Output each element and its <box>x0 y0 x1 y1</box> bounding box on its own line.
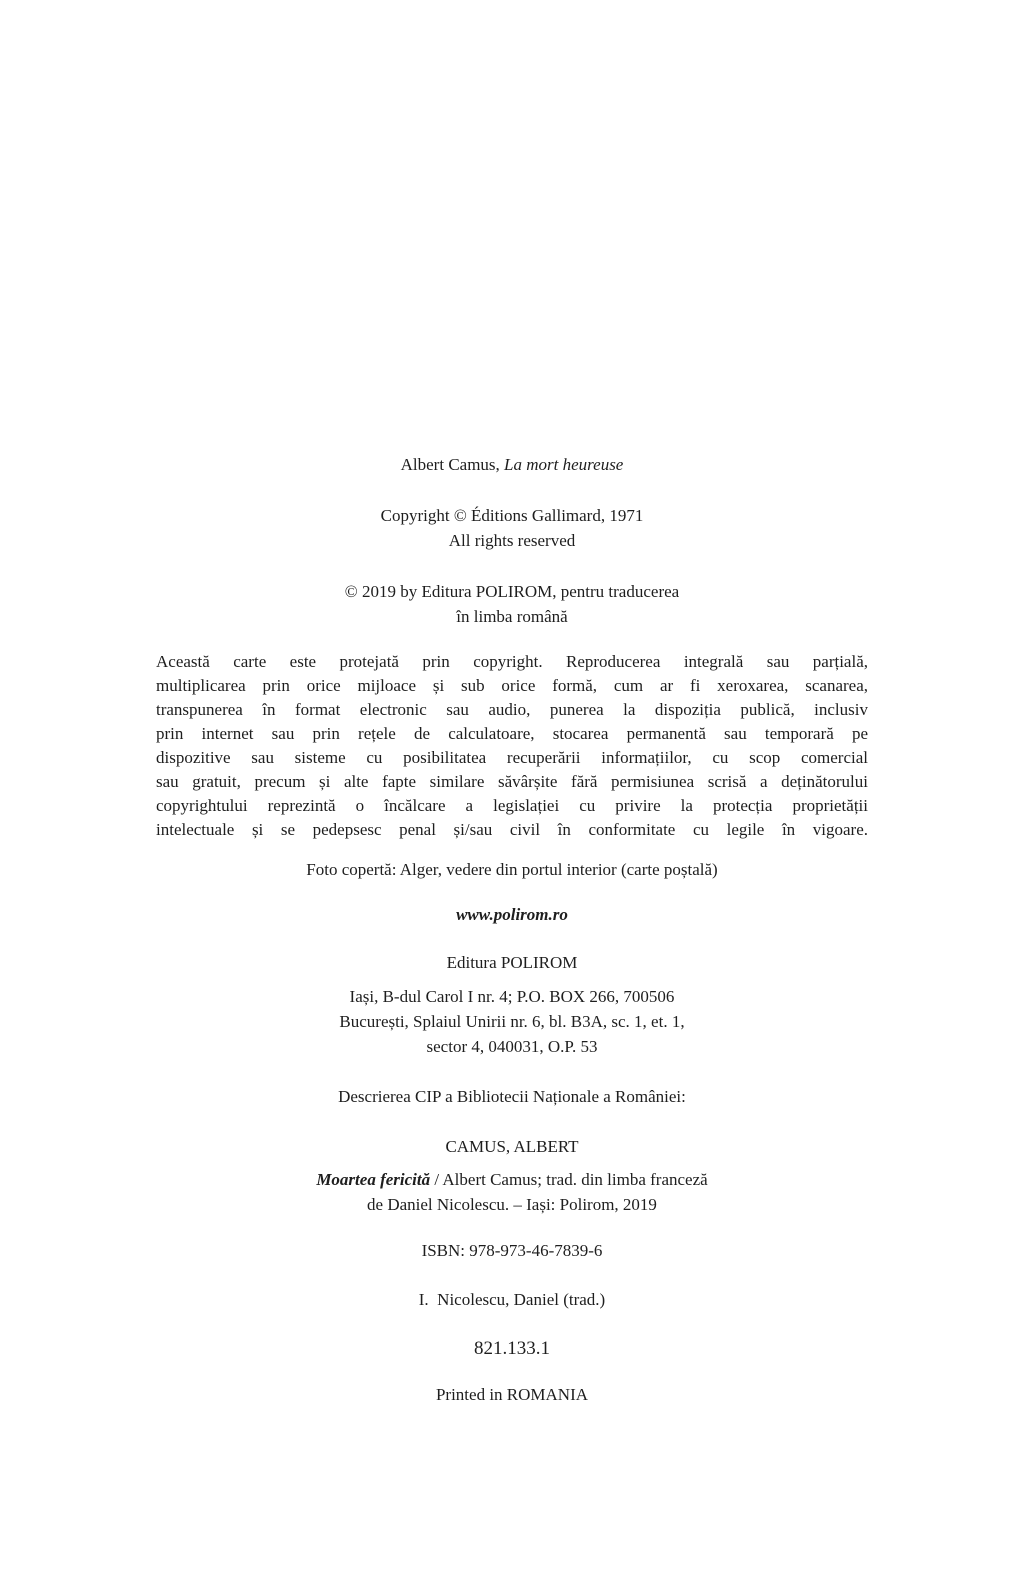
cip-title-line <box>156 1167 868 1192</box>
printed-in-line: Printed in ROMANIA <box>435 1385 589 1404</box>
author-name: Albert Camus, <box>400 455 505 474</box>
legal-notice-paragraph <box>156 650 868 842</box>
polirom-copyright-line: © 2019 by Editura POLIROM, pentru traducerea <box>344 582 680 601</box>
cover-photo-credit: Foto copertă: Alger, vedere din portul interior (carte poștală) <box>306 860 718 879</box>
original-title: La mort heureuse <box>504 455 624 474</box>
cip-heading: Descrierea CIP a Bibliotecii Naționale a României: <box>338 1087 686 1106</box>
publisher-website: www.polirom.ro <box>456 905 568 924</box>
legal-notice-line: dispozitive sau sisteme cu posibilitatea recuperării informațiilor, cu scop comercial <box>156 748 868 767</box>
publisher-address-line1: Iași, B-dul Carol I nr. 4; P.O. BOX 266, 700506 <box>349 987 675 1006</box>
cip-author: CAMUS, ALBERT <box>445 1137 579 1156</box>
publisher-address-line3: sector 4, 040031, O.P. 53 <box>426 1037 598 1056</box>
book-title-line <box>156 452 868 477</box>
rights-reserved-line: All rights reserved <box>448 531 576 550</box>
legal-notice-line: intelectuale și se pedepsesc penal și/sau civil în conformitate cu legile în vigoare. <box>156 820 868 839</box>
udc-number: 821.133.1 <box>474 1338 550 1359</box>
polirom-copyright-line2: în limba română <box>456 607 568 626</box>
legal-notice-line: multiplicarea prin orice mijloace și sub orice formă, cum ar fi xeroxarea, scanarea, <box>156 676 868 695</box>
gallimard-copyright-line: Copyright © Éditions Gallimard, 1971 <box>380 506 644 525</box>
cip-title-rest: / Albert Camus; trad. din limba franceză <box>430 1170 708 1189</box>
legal-notice-line: transpunerea în format electronic sau audio, punerea la dispoziția publică, inclusiv <box>156 700 868 719</box>
legal-notice-line: Această carte este protejată prin copyright. Reproducerea integrală sau parțială, <box>156 652 868 671</box>
cip-title-line2: de Daniel Nicolescu. – Iași: Polirom, 2019 <box>367 1195 657 1214</box>
copyright-page-content <box>156 0 868 1407</box>
legal-notice-line: copyrightului reprezintă o încălcare a legislației cu privire la protecția proprietății <box>156 796 868 815</box>
legal-notice-line: prin internet sau prin rețele de calculatoare, stocarea permanentă sau temporară pe <box>156 724 868 743</box>
isbn-line: ISBN: 978-973-46-7839-6 <box>421 1241 603 1260</box>
publisher-address-line2: București, Splaiul Unirii nr. 6, bl. B3A, sc. 1, et. 1, <box>339 1012 685 1031</box>
publisher-name: Editura POLIROM <box>446 953 578 972</box>
romanian-title: Moartea fericită <box>316 1170 431 1189</box>
translator-entry: I. Nicolescu, Daniel (trad.) <box>418 1290 606 1309</box>
legal-notice-line: sau gratuit, precum și alte fapte similare săvârșite fără permisiunea scrisă a deținătorului <box>156 772 868 791</box>
